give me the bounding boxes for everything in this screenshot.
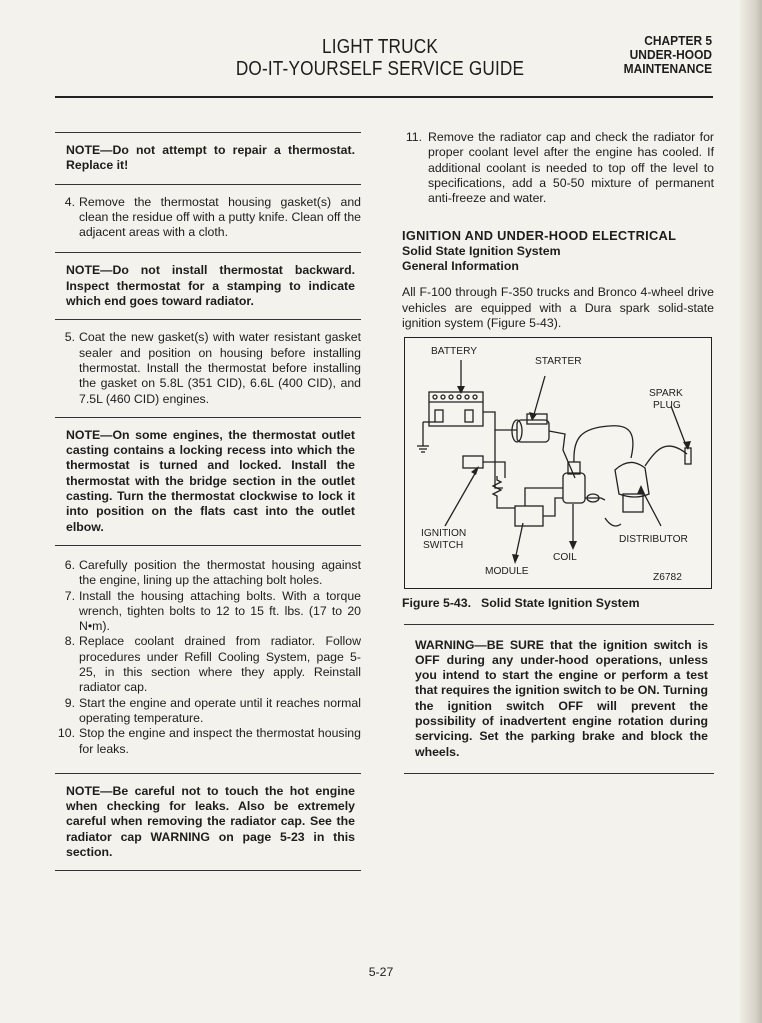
step-4 [55,195,361,241]
step-number: 8. [64,634,75,649]
warning-ignition-switch: WARNING—BE SURE that the ignition switch is OFF during any under-hood operations, unless you intend to start the engine or perform a test that requires the ignition switch to be ON. Turning the ignition switch OFF will prevent the possibility of inadvertent engine rotation during servicing. Set the parking brake and block the wheels. [404,624,714,774]
caption-text: Solid State Ignition System [481,596,640,611]
label-plug: PLUG [653,400,681,412]
ignition-switch-shape [463,456,483,468]
note-repair-thermostat: NOTE—Do not attempt to repair a thermostat. Replace it! [55,132,361,185]
step-10 [55,726,361,757]
subheading-solid-state: Solid State Ignition System [402,243,561,258]
spark-plug-shape [685,448,691,464]
step-text: Start the engine and operate until it reaches normal operating temperature. [79,695,361,725]
label-distributor: DISTRIBUTOR [619,534,688,546]
step-text: Replace coolant drained from radiator. Follow procedures under Refill Cooling System, page 5-25, in this section where they apply. Reinstall radiator cap. [79,634,361,695]
subheading-general-info: General Information [402,259,519,274]
intro-paragraph: All F-100 through F-350 trucks and Bronco 4-wheel drive vehicles are equipped with a Dura spark solid-state ignition system (Figure 5-43). [402,285,714,330]
module-shape [515,506,543,526]
caption-number: Figure 5-43. [402,596,472,611]
step-number: 5. [64,330,75,345]
step-text: Stop the engine and inspect the thermostat housing for leaks. [79,726,361,756]
right-column [402,130,714,774]
left-column [55,130,361,871]
step-number: 6. [64,557,75,572]
ignition-system-figure [404,337,712,589]
note-hot-engine: NOTE—Be careful not to touch the hot engine when checking for leaks. Also be extremely careful when removing the radiator cap. See the radiator cap WARNING on page 5-23 in this section. [55,773,361,871]
step-text: Install the housing attaching bolts. With a torque wrench, tighten bolts to 12 to 15 ft. lbs. (17 to 20 N•m). [79,588,361,634]
step-7 [55,589,361,635]
step-9 [55,696,361,727]
chapter-label [616,34,712,76]
step-number: 10. [57,726,75,741]
note-locking-recess: NOTE—On some engines, the thermostat outlet casting contains a locking recess into which the thermostat is turned and locked. Install the thermostat with the bridge section in the outlet casting. Turn the thermostat clockwise to lock it into position on the flats cast into the outlet elbow. [55,417,361,546]
label-spark: SPARK [649,388,683,400]
label-ignition: IGNITION [421,528,467,540]
step-number: 9. [64,695,75,710]
step-text: Coat the new gasket(s) with water resistant gasket sealer and position on housing before installing thermostat. Install the thermostat before installing the gasket on 5.8L (351 CID), 6.6L (400 CID), and 7.5L (460 CID) engines. [79,330,361,406]
step-8 [55,634,361,695]
page-edge [740,0,762,1023]
step-number: 11. [405,130,422,144]
label-battery: BATTERY [431,346,478,358]
figure-caption [402,596,714,611]
step-text: Remove the radiator cap and check the radiator for proper coolant level after the engine has cooled. If additional coolant is needed to top off the level to specifications, add a 50-50 mixture of permanent anti-freeze and water. [428,130,714,206]
chapter-number: CHAPTER 5 [644,33,712,48]
page-number: 5-27 [368,965,394,979]
header-rule [55,96,713,98]
page-header-title [200,36,560,80]
step-6 [55,558,361,589]
step-5 [55,330,361,406]
chapter-title-line1: UNDER-HOOD [629,47,712,62]
step-text: Carefully position the thermostat housing against the engine, lining up the attaching bolt holes. [79,557,361,588]
chapter-title-line2: MAINTENANCE [623,61,712,76]
figure-code: Z6782 [653,572,682,584]
step-number: 7. [64,588,75,603]
label-coil: COIL [553,552,577,564]
header-title-line1: LIGHT TRUCK [322,36,438,58]
step-text: Remove the thermostat housing gasket(s) and clean the residue off with a putty knife. Clean off the adjacent areas with a cloth. [79,194,361,240]
header-title-line2: DO-IT-YOURSELF SERVICE GUIDE [235,58,525,80]
label-module: MODULE [485,566,529,578]
coil-shape [563,473,585,503]
label-switch: SWITCH [423,540,464,552]
section-heading: IGNITION AND UNDER-HOOD ELECTRICAL [402,228,677,244]
label-starter: STARTER [535,356,582,368]
step-number: 4. [64,194,75,209]
step-11 [402,130,714,206]
note-install-direction: NOTE—Do not install thermostat backward. Inspect thermostat for a stamping to indicate which end goes toward radiator. [55,252,361,320]
